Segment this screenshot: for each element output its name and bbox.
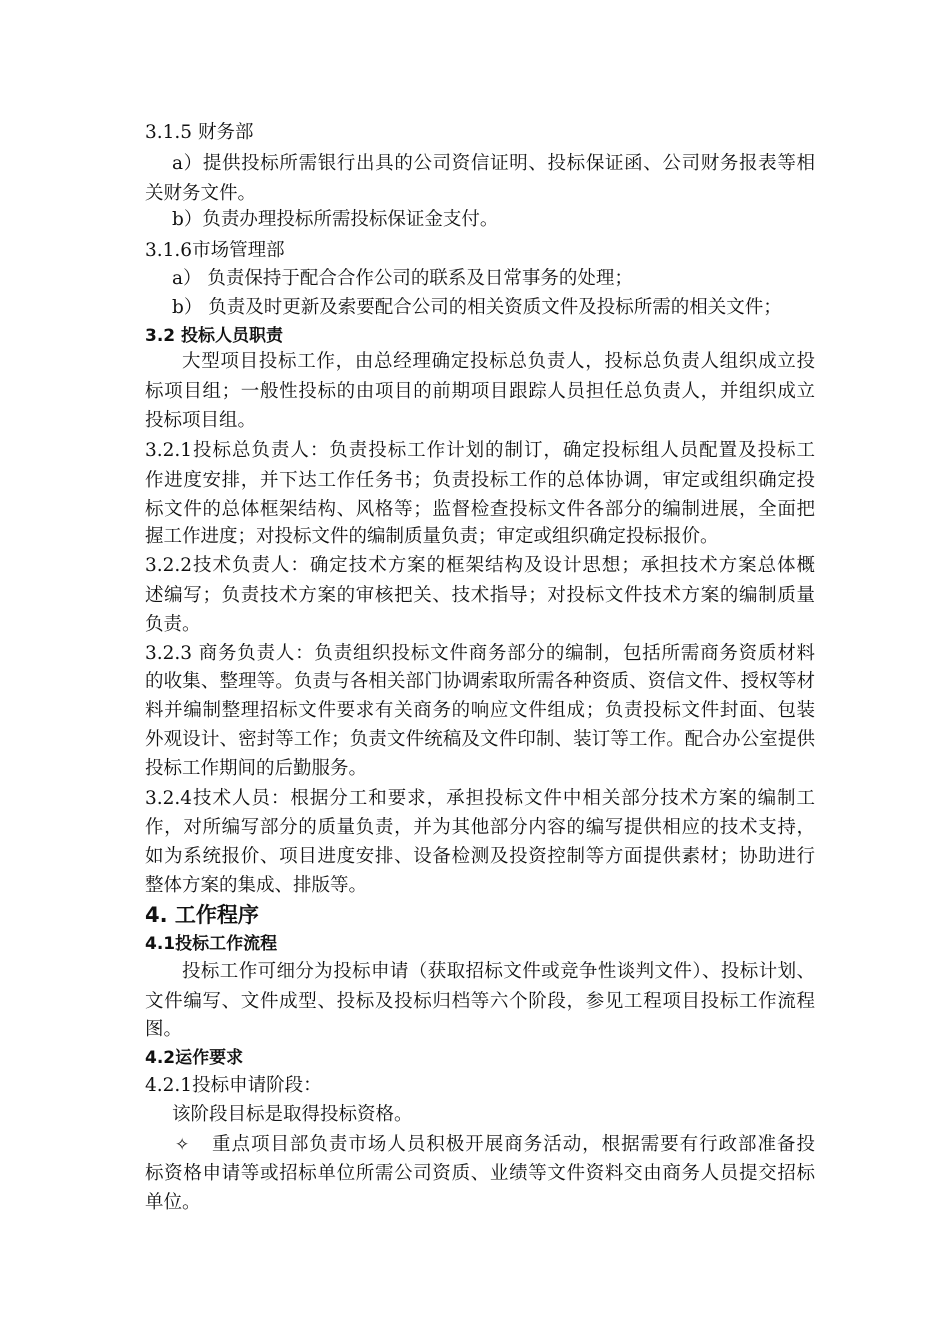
section-4-1-line2: 文件编写、文件成型、投标及投标归档等六个阶段，参见工程项目投标工作流程 — [145, 991, 815, 1012]
section-3-2-4-line3: 如为系统报价、项目进度安排、设备检测及投资控制等方面提供素材；协助进行 — [145, 846, 815, 867]
section-3-1-6-item-b: b） 负责及时更新及索要配合公司的相关资质文件及投标所需的相关文件； — [172, 297, 782, 318]
section-3-1-5-title: 3.1.5 财务部 — [145, 122, 254, 143]
section-3-2-3-line3: 料并编制整理招标文件要求有关商务的响应文件组成；负责投标文件封面、包装 — [145, 700, 815, 721]
section-3-1-6-item-a: a） 负责保持于配合合作公司的联系及日常事务的处理； — [172, 268, 633, 289]
section-4-1-heading: 4.1投标工作流程 — [145, 934, 278, 954]
section-4-2-1-bullet-line1: 重点项目部负责市场人员积极开展商务活动，根据需要有行政部准备投 — [212, 1134, 815, 1155]
section-3-2-1-line4: 握工作进度；对投标文件的编制质量负责；审定或组织确定投标报价。 — [145, 526, 719, 547]
section-4-1-line1: 投标工作可细分为投标申请（获取招标文件或竞争性谈判文件）、投标计划、 — [182, 961, 815, 982]
section-3-2-heading: 3.2 投标人员职责 — [145, 326, 284, 346]
section-3-2-1-line1: 3.2.1投标总负责人：负责投标工作计划的制订，确定投标组人员配置及投标工 — [145, 440, 815, 461]
section-3-2-para-line1: 大型项目投标工作，由总经理确定投标总负责人，投标总负责人组织成立投 — [182, 351, 815, 372]
section-3-2-1-line3: 标文件的总体框架结构、风格等；监督检查投标文件各部分的编制进展，全面把 — [145, 499, 815, 520]
section-3-2-2-line1: 3.2.2技术负责人：确定技术方案的框架结构及设计思想；承担技术方案总体概 — [145, 555, 815, 576]
section-3-2-3-line2: 的收集、整理等。负责与各相关部门协调索取所需各种资质、资信文件、授权等材 — [145, 671, 815, 692]
section-3-2-para-line3: 投标项目组。 — [145, 410, 257, 431]
section-4-2-heading: 4.2运作要求 — [145, 1048, 244, 1068]
section-3-2-2-line3: 负责。 — [145, 614, 201, 635]
section-3-2-3-line4: 外观设计、密封等工作；负责文件统稿及文件印制、装订等工作。配合办公室提供 — [145, 729, 815, 750]
section-4-2-1-title: 4.2.1投标申请阶段： — [145, 1075, 322, 1096]
section-3-1-6-title: 3.1.6市场管理部 — [145, 240, 285, 261]
section-3-2-2-line2: 述编写；负责技术方案的审核把关、技术指导；对投标文件技术方案的编制质量 — [145, 585, 815, 606]
section-4-2-1-goal: 该阶段目标是取得投标资格。 — [172, 1104, 413, 1125]
diamond-bullet-icon: ✧ — [175, 1135, 190, 1155]
section-3-2-4-line1: 3.2.4技术人员：根据分工和要求，承担投标文件中相关部分技术方案的编制工 — [145, 788, 815, 809]
section-3-2-para-line2: 标项目组；一般性投标的由项目的前期项目跟踪人员担任总负责人，并组织成立 — [145, 381, 815, 402]
section-3-1-5-item-a-line2: 关财务文件。 — [145, 183, 257, 204]
section-4-1-line3: 图。 — [145, 1019, 183, 1040]
section-3-2-3-line5: 投标工作期间的后勤服务。 — [145, 758, 368, 779]
section-3-2-3-line1: 3.2.3 商务负责人：负责组织投标文件商务部分的编制，包括所需商务资质材料 — [145, 643, 815, 664]
section-3-1-5-item-a-line1: a）提供投标所需银行出具的公司资信证明、投标保证函、公司财务报表等相 — [172, 153, 815, 174]
section-4-heading: 4. 工作程序 — [145, 903, 259, 927]
section-3-2-4-line4: 整体方案的集成、排版等。 — [145, 875, 368, 896]
section-4-2-1-bullet-line3: 单位。 — [145, 1192, 201, 1213]
section-3-1-5-item-b: b）负责办理投标所需投标保证金支付。 — [172, 209, 499, 230]
section-4-2-1-bullet-line2: 标资格申请等或招标单位所需公司资质、业绩等文件资料交由商务人员提交招标 — [145, 1163, 815, 1184]
section-3-2-1-line2: 作进度安排，并下达工作任务书；负责投标工作的总体协调，审定或组织确定投 — [145, 470, 815, 491]
section-3-2-4-line2: 作，对所编写部分的质量负责，并为其他部分内容的编写提供相应的技术支持， — [145, 817, 815, 838]
